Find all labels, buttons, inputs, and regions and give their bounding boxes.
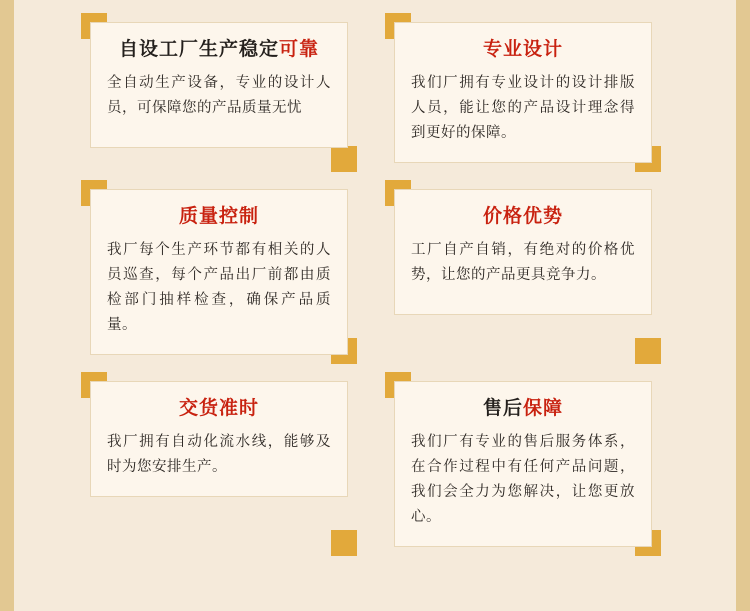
corner-accent-bottom-right-icon <box>331 146 357 172</box>
card-text: 工厂自产自销，有绝对的价格优势，让您的产品更具竞争力。 <box>411 242 635 283</box>
feature-card-6 <box>394 381 652 547</box>
card-text: 我们厂拥有专业设计的设计排版人员，能让您的产品设计理念得到更好的保障。 <box>411 75 635 141</box>
card-title-main: 专业 <box>482 39 523 60</box>
feature-card-4 <box>394 189 652 355</box>
card-body-container <box>90 381 348 497</box>
card-title-main: 售后 <box>482 398 523 419</box>
card-title-highlight: 设计 <box>523 39 564 60</box>
corner-accent-bottom-right-icon <box>635 338 661 364</box>
corner-accent-bottom-right-icon <box>331 530 357 556</box>
card-text: 我们厂有专业的售后服务体系，在合作过程中有任何产品问题，我们会全力为您解决，让您更放心。 <box>411 434 635 525</box>
card-title <box>107 37 331 63</box>
feature-card-3 <box>90 189 348 355</box>
card-title <box>107 396 331 422</box>
page-inner-panel <box>14 0 736 611</box>
feature-card-grid <box>90 22 670 547</box>
feature-card-5 <box>90 381 348 547</box>
card-title <box>107 204 331 230</box>
card-text: 我厂每个生产环节都有相关的人员巡查，每个产品出厂前都由质检部门抽样检查，确保产品质量。 <box>107 242 331 333</box>
card-title-highlight: 可靠 <box>279 39 320 60</box>
card-body-container <box>90 22 348 148</box>
feature-card-2 <box>394 22 652 163</box>
card-body-container <box>394 189 652 315</box>
card-title <box>411 204 635 230</box>
card-title-main: 质量控制 <box>178 206 259 227</box>
card-title-main: 自设工厂生产稳定 <box>118 39 279 60</box>
card-title-highlight: 优势 <box>523 206 564 227</box>
card-title-highlight: 准时 <box>219 398 260 419</box>
card-title-main: 价格 <box>482 206 523 227</box>
card-title <box>411 37 635 63</box>
card-title-main: 交货 <box>178 398 219 419</box>
card-text: 我厂拥有自动化流水线，能够及时为您安排生产。 <box>107 434 331 475</box>
feature-card-1 <box>90 22 348 163</box>
card-body-container <box>394 381 652 547</box>
card-text: 全自动生产设备，专业的设计人员，可保障您的产品质量无忧 <box>107 75 331 116</box>
card-title <box>411 396 635 422</box>
card-body-container <box>90 189 348 355</box>
card-title-highlight: 保障 <box>523 398 564 419</box>
card-body-container <box>394 22 652 163</box>
